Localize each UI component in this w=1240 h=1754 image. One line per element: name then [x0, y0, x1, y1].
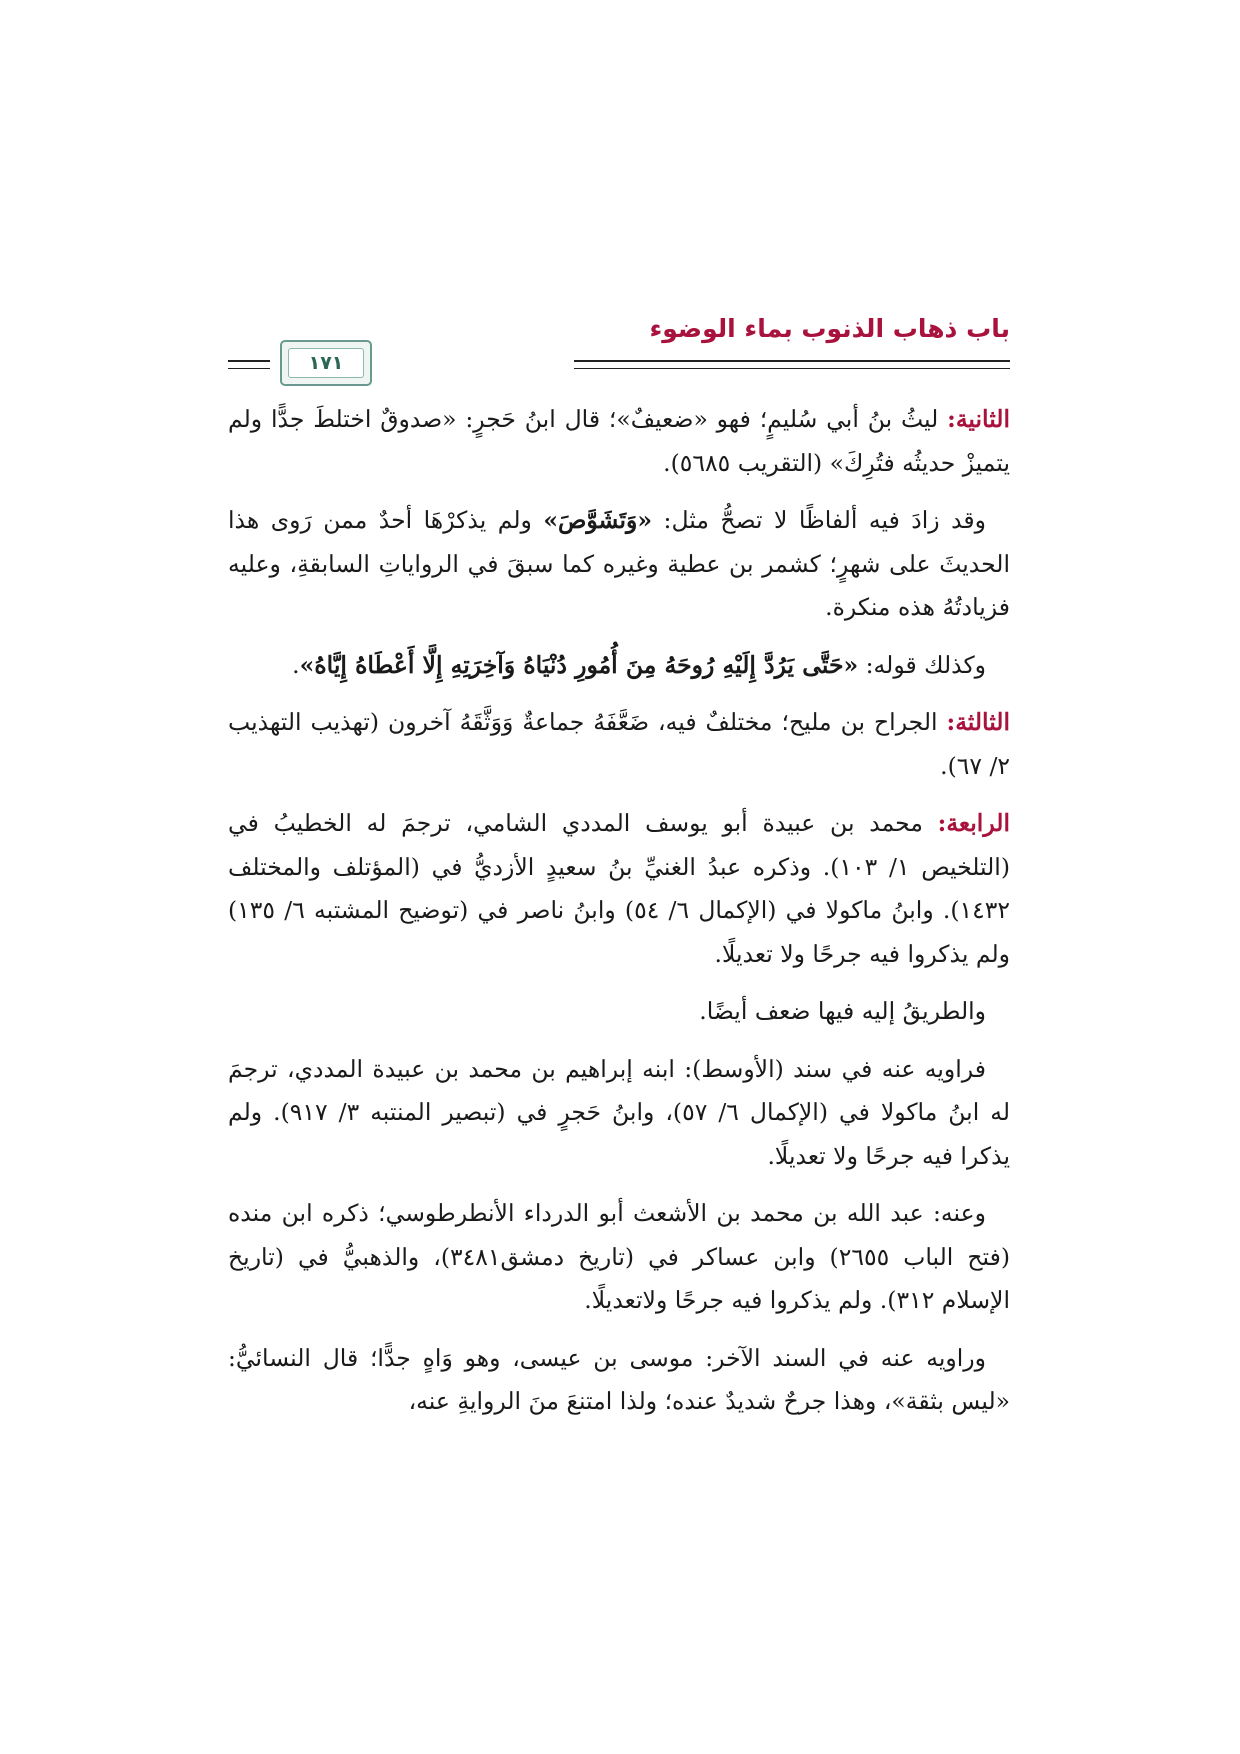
paragraph-musa-bin-isa — [228, 1337, 1010, 1424]
paragraph-label: الثالثة: — [946, 708, 1010, 736]
paragraph-fourth-narrator — [228, 802, 1010, 976]
paragraph-chain-weakness — [228, 990, 1010, 1034]
page-number-badge — [280, 340, 372, 386]
paragraph-second-narrator — [228, 398, 1010, 485]
page-number: ١٧١ — [308, 352, 344, 374]
paragraph-text: فراويه عنه في سند (الأوسط): ابنه إبراهيم بن محمد بن عبيدة المددي، ترجمَ له ابنُ ماكولا في (الإكمال ٦/ ٥٧)، وابنُ حَجرٍ في (تبصير المنتبه ٣/ ٩١٧). ولم يذكرا فيه جرحًا ولا تعديلًا. — [228, 1054, 1011, 1170]
paragraph-label: الثانية: — [947, 405, 1010, 433]
paragraph-added-words — [228, 499, 1010, 630]
paragraph-hadith-quote — [228, 644, 1010, 688]
paragraph-text: . — [292, 650, 300, 679]
header-rule — [228, 368, 270, 369]
paragraph-awsat-narrator — [228, 1048, 1010, 1179]
page-header — [228, 310, 1010, 380]
paragraph-text: وراويه عنه في السند الآخر: موسى بن عيسى، وهو وَاهٍ جدًّا؛ قال النسائيُّ: «ليس بثقة»، وهذا جرحٌ شديدٌ عنده؛ ولذا امتنعَ منَ الروايةِ عنه، — [228, 1343, 1010, 1415]
paragraph-abu-darda — [228, 1192, 1010, 1323]
header-rule — [228, 360, 270, 362]
header-rule — [574, 360, 1010, 362]
paragraph-text: والطريقُ إليه فيها ضعف أيضًا. — [699, 997, 986, 1025]
paragraph-text: ولم يذكرْهَا أحدٌ ممن رَوى هذا الحديثَ على شهرٍ؛ كشمر بن عطية وغيره كما سبقَ في الرواياتِ السابقةِ، وعليه فزيادتُهُ هذه منكرة. — [228, 506, 1010, 621]
header-rule — [574, 368, 1010, 369]
paragraph-text: ليثُ بنُ أبي سُليمٍ؛ فهو «ضعيفٌ»؛ قال ابنُ حَجرٍ: «صدوقٌ اختلطَ جدًّا ولم يتميزْ حديثُه فتُرِكَ» (التقريب ٥٦٨٥). — [228, 405, 1010, 477]
paragraph-text: وكذلك قوله: — [858, 650, 986, 679]
chapter-title: باب ذهاب الذنوب بماء الوضوء — [649, 314, 1010, 343]
paragraph-text: وقد زادَ فيه ألفاظًا لا تصحُّ مثل: — [652, 506, 986, 534]
paragraph-label: الرابعة: — [937, 809, 1010, 837]
body-text — [228, 398, 1010, 1438]
paragraph-text: الجراح بن مليح؛ مختلفٌ فيه، ضَعَّفَهُ جماعةٌ وَوَثَّقَهُ آخرون (تهذيب التهذيب ٢/ ٦٧). — [228, 708, 1010, 780]
paragraph-text: وعنه: عبد الله بن محمد بن الأشعث أبو الدرداء الأنطرطوسي؛ ذكره ابن منده (فتح الباب ٢٦٥٥) وابن عساكر في (تاريخ دمشق٣٤٨١)، والذهبيُّ في (تاريخ الإسلام ٣١٢). ولم يذكروا فيه جرحًا ولاتعديلًا. — [228, 1199, 1010, 1314]
hadith-quote: «حَتَّى يَرُدَّ إِلَيْهِ رُوحَهُ مِنَ أُمُورِ دُنْيَاهُ وَآخِرَتِهِ إِلَّا أَعْطَاهُ إِيَّاهُ» — [299, 650, 859, 679]
paragraph-text: محمد بن عبيدة أبو يوسف المددي الشامي، ترجمَ له الخطيبُ في (التلخيص ١/ ١٠٣). وذكره عبدُ الغنيِّ بنُ سعيدٍ الأزديُّ في (المؤتلف والمختلف ١٤٣٢). وابنُ ماكولا في (الإكمال ٦/ ٥٤) وابنُ ناصر في (توضيح المشتبه ٦/ ١٣٥) ولم يذكروا فيه جرحًا ولا تعديلًا. — [228, 809, 1011, 968]
paragraph-third-narrator — [228, 701, 1010, 788]
page-number-frame — [288, 348, 364, 378]
hadith-quote: «وَتَشَوَّصَ» — [543, 506, 653, 534]
